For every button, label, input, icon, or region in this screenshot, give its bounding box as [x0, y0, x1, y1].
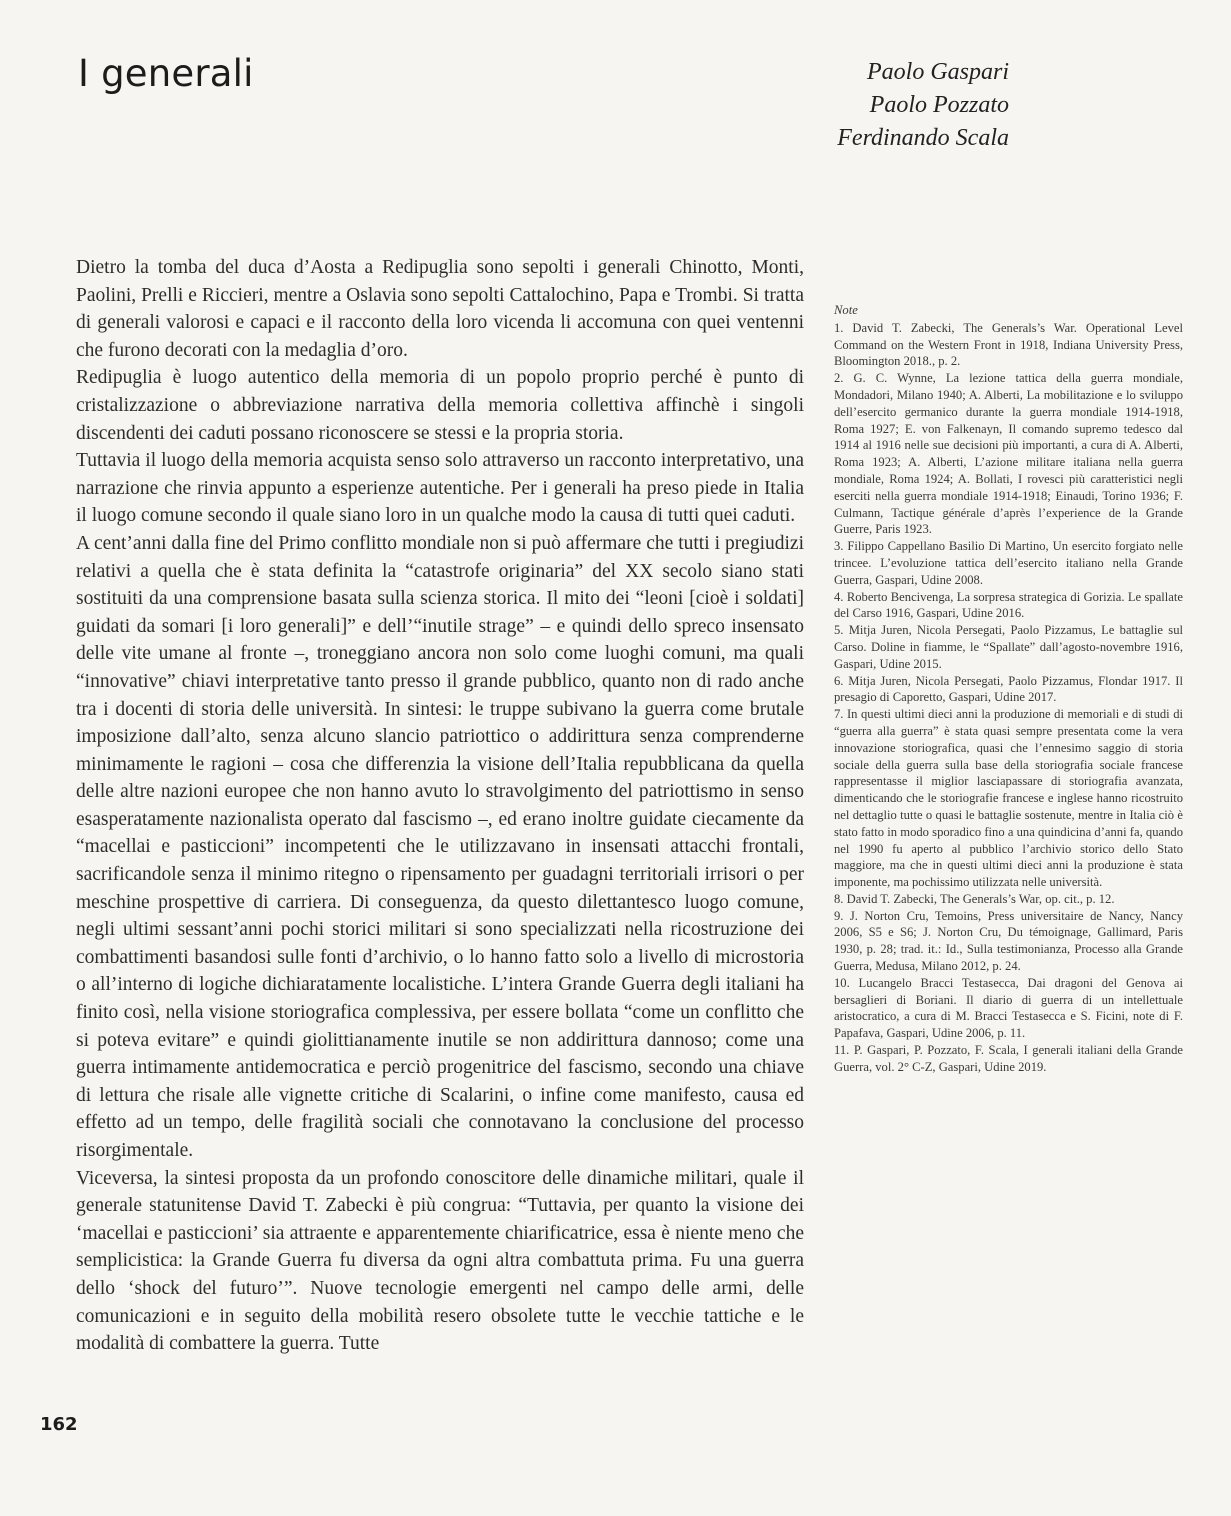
page-title: I generali — [78, 52, 254, 95]
body-paragraph: Tuttavia il luogo della memoria acquista senso solo attraverso un racconto interpretativo, una narrazione che rinvia appunto a esperienze autentiche. Per i generali ha preso piede in Italia il luogo comune secondo il quale siano loro in un qualche modo la causa di tutti quei caduti. — [76, 450, 804, 527]
author-list — [709, 56, 1009, 155]
footnotes-column — [834, 302, 1183, 1076]
footnote: 2. G. C. Wynne, La lezione tattica della guerra mondiale, Mondadori, Milano 1940; A. Alberti, La mobilitazione e lo sviluppo dell’esercito germanico durante la guerra mondiale 1914-1918, Roma 1927; E. von Falkenayn, Il comando supremo tedesco dal 1914 al 1916 nelle sue decisioni più importanti, a cura di A. Alberti, Roma 1923; A. Alberti, L’azione militare italiana nella guerra mondiale, Roma 1924; A. Bollati, I rovesci più caratteristici negli eserciti nella guerra mondiale 1914-1918; Einaudi, Torino 1936; F. Culmann, Tactique générale d’après l’experience de la Grande Guerre, Paris 1923. — [834, 371, 1183, 537]
body-paragraph: Viceversa, la sintesi proposta da un profondo conoscitore delle dinamiche militari, quale il generale statunitense David T. Zabecki è più congrua: “Tuttavia, per quanto la visione dei ‘macellai e pasticcioni’ sia attraente e apparentemente chiarificatrice, essa è niente meno che semplicistica: la Grande Guerra fu diversa da ogni altra combattuta prima. Fu una guerra dello ‘shock del futuro’”. Nuove tecnologie emergenti nel campo delle armi, delle comunicazioni e in seguito della mobilità resero obsolete tutte le vecchie tattiche e le modalità di combattere la guerra. Tutte — [76, 1167, 804, 1355]
page-number: 162 — [40, 1414, 78, 1435]
footnote: 11. P. Gaspari, P. Pozzato, F. Scala, I generali italiani della Grande Guerra, vol. 2° C-Z, Gaspari, Udine 2019. — [834, 1043, 1183, 1074]
body-paragraph: Redipuglia è luogo autentico della memoria di un popolo proprio perché è punto di cristalizzazione o abbreviazione narrativa della memoria collettiva affinchè i singoli discendenti dei caduti possano riconoscere se stessi e la propria storia. — [76, 367, 804, 444]
author-name: Ferdinando Scala — [837, 125, 1009, 151]
footnote: 5. Mitja Juren, Nicola Persegati, Paolo Pizzamus, Le battaglie sul Carso. Doline in fiamme, le “Spallate” dall’agosto-novembre 1916, Gaspari, Udine 2015. — [834, 623, 1183, 671]
footnote: 8. David T. Zabecki, The Generals’s War, op. cit., p. 12. — [834, 891, 1115, 906]
footnote: 10. Lucangelo Bracci Testasecca, Dai dragoni del Genova ai bersaglieri di Boriani. Il diario di guerra di un intellettuale aristocratico, a cura di M. Bracci Testasecca e S. Ficini, note di F. Papafava, Gaspari, Udine 2006, p. 11. — [834, 975, 1183, 1041]
body-paragraph: Dietro la tomba del duca d’Aosta a Redipuglia sono sepolti i generali Chinotto, Monti, Paolini, Prelli e Riccieri, mentre a Oslavia sono sepolti Cattalochino, Papa e Trombi. Si tratta di generali valorosi e capaci e il racconto della loro vicenda li accomuna con quei ventenni che furono decorati con la medaglia d’oro. — [76, 257, 804, 361]
footnote: 6. Mitja Juren, Nicola Persegati, Paolo Pizzamus, Flondar 1917. Il presagio di Caporetto, Gaspari, Udine 2017. — [834, 673, 1183, 705]
footnote: 4. Roberto Bencivenga, La sorpresa strategica di Gorizia. Le spallate del Carso 1916, Gaspari, Udine 2016. — [834, 589, 1183, 621]
main-text — [76, 254, 804, 1358]
footnote: 7. In questi ultimi dieci anni la produzione di memoriali e di studi di “guerra alla guerra” è stata quasi sempre presentata come la vera innovazione storiografica, quasi che l’ennesimo saggio di storia sociale della guerra sulla base della storiografia sociale francese rappresentasse il miglior lasciapassare di storiografia avanzata, dimenticando che le storiografie francese e inglese hanno ricostruito nel dettaglio tutte o quasi le battaglie sostenute, mentre in Italia ciò è stato fatto in modo sporadico fino a una quindicina d’anni fa, quando nel 1990 fu aperto al pubblico l’archivio storico dello Stato maggiore, ma che in questi ultimi dieci anni la produzione è stata imponente, ma pochissimo utilizzata nelle università. — [834, 707, 1183, 890]
footnote: 9. J. Norton Cru, Temoins, Press universitaire de Nancy, Nancy 2006, S5 e S6; J. Norton Cru, Du témoignage, Gallimard, Paris 1930, p. 28; trad. it.: Id., Sulla testimonianza, Processo alla Grande Guerra, Medusa, Milano 2012, p. 24. — [834, 908, 1183, 974]
body-paragraph: A cent’anni dalla fine del Primo conflitto mondiale non si può affermare che tutti i pregiudizi relativi a quella che è stata definita la “catastrofe originaria” del XX secolo siano stati sostituiti da una comprensione basata sulla scienza storica. Il mito dei “leoni [cioè i soldati] guidati da somari [i loro generali]” e dell’“inutile strage” – e quindi dello spreco insensato delle vite umane al fronte –, troneggiano ancora non solo come luoghi comuni, ma quali “innovative” chiavi interpretative tanto presso il grande pubblico, quanto non di rado anche tra i docenti di storia delle università. In sintesi: le truppe subivano la guerra come brutale imposizione dall’alto, senza alcuno slancio patriottico o addirittura senza comprenderne minimamente le ragioni – cosa che differenzia la visione dell’Italia repubblicana da quella delle altre nazioni europee che non hanno avuto lo stravolgimento del patriottismo in senso esasperatamente nazionalista operato dal fascismo –, ed erano inoltre guidate ciecamente da “macellai e pasticcioni” incompetenti che le utilizzavano in insensati attacchi frontali, sacrificandole senza il minimo ritegno o ripensamento per guadagni territoriali irrisori o per meschine prospettive di carriera. Di conseguenza, da questo dilettantesco luogo comune, negli ultimi sessant’anni pochi storici militari si sono specializzati nella ricostruzione dei combattimenti basandosi sulle fonti d’archivio, o lo hanno fatto solo a livello di microstoria o all’interno di logiche dichiaratamente localistiche. L’intera Grande Guerra degli italiani ha finito così, nella visione storiografica complessiva, per essere bollata “come un conflitto che si poteva evitare” e quindi giolittianamente inutile se non addirittura dannoso; come una guerra intimamente antidemocratica e perciò progenitrice del fascismo, secondo una chiave di lettura che risale alle vignette critiche di Scalarini, o infine come manifesto, causa ed effetto ad un tempo, delle fragilità sociali che connotavano la conclusione del processo risorgimentale. — [76, 532, 804, 1161]
footnote: 1. David T. Zabecki, The Generals’s War. Operational Level Command on the Western Front in 1918, Indiana University Press, Bloomington 2018., p. 2. — [834, 320, 1183, 369]
author-name: Paolo Gaspari — [866, 59, 1009, 85]
footnote: 3. Filippo Cappellano Basilio Di Martino, Un esercito forgiato nelle trincee. L’evoluzione tattica dell’esercito italiano nella Grande Guerra, Gaspari, Udine 2008. — [834, 539, 1183, 587]
author-name: Paolo Pozzato — [869, 92, 1009, 118]
notes-heading: Note — [834, 303, 858, 317]
